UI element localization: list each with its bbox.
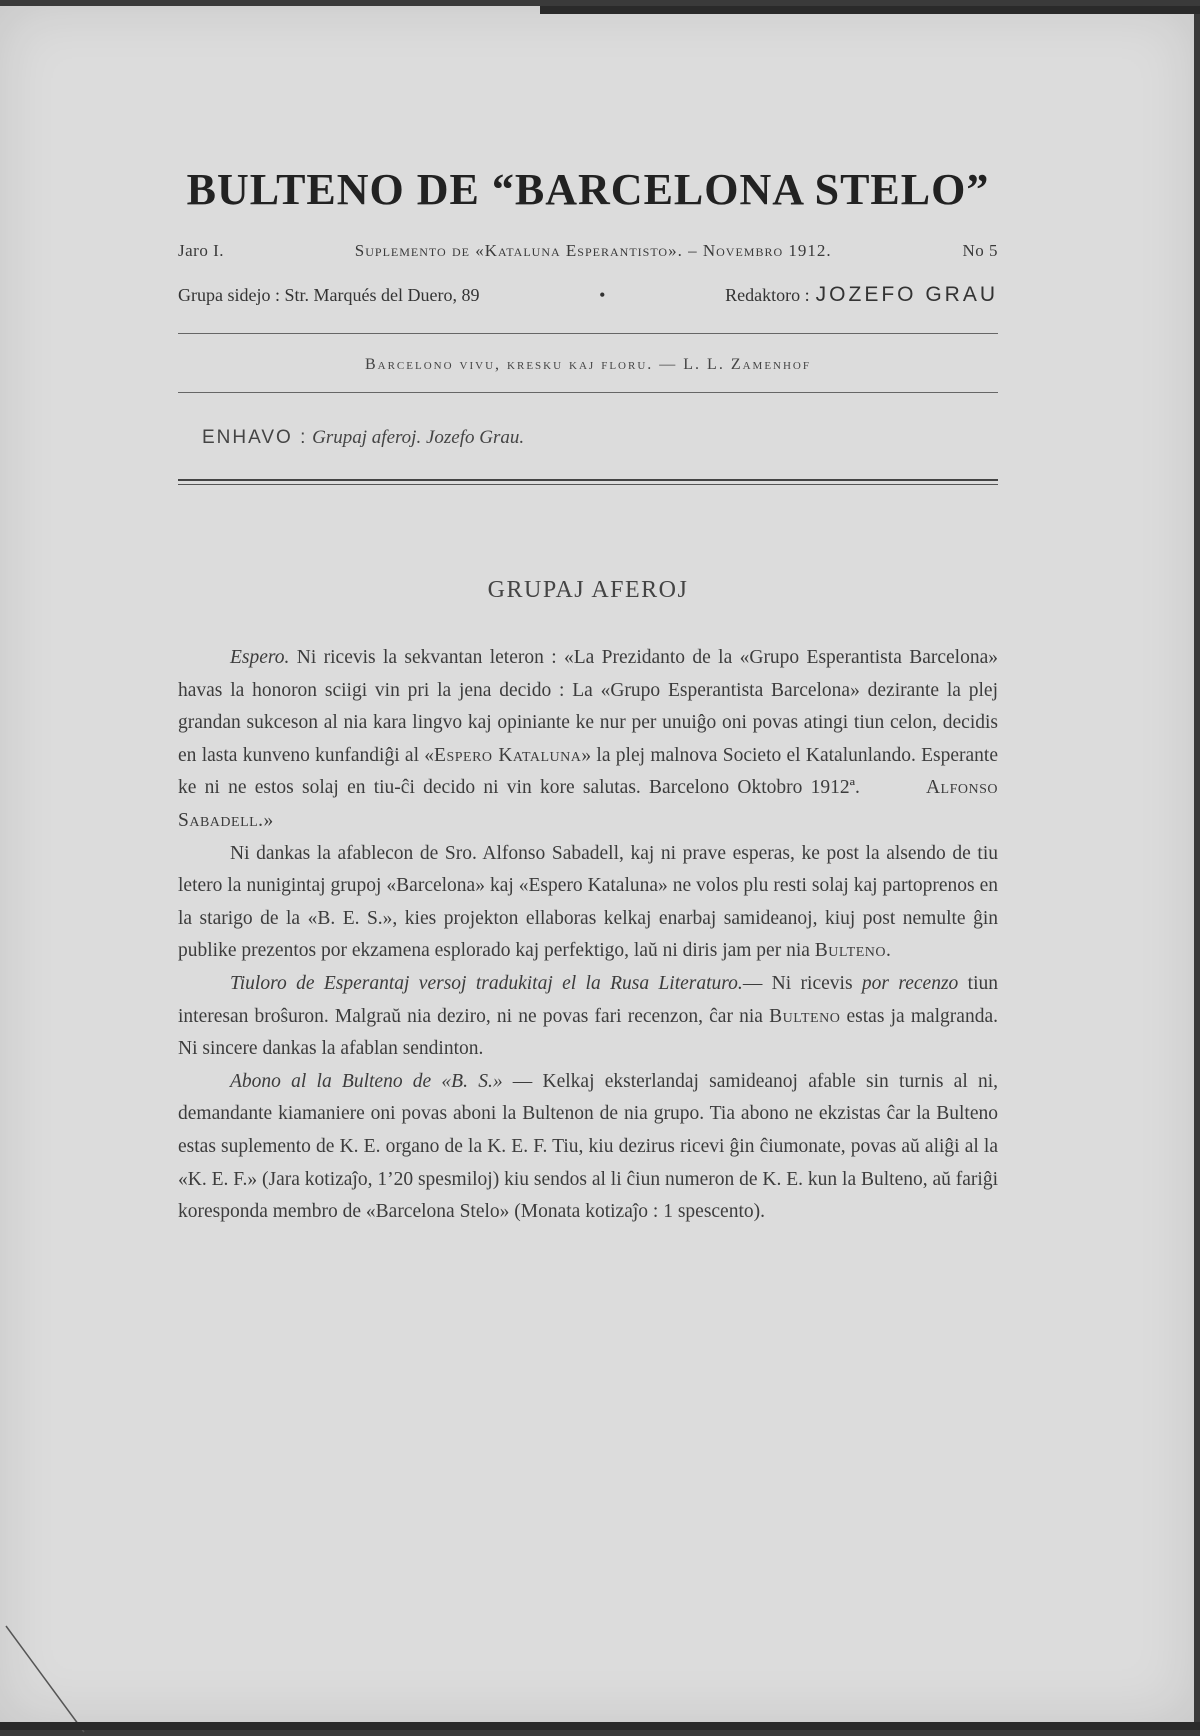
- issue-year: Jaro I.: [178, 241, 224, 260]
- paragraph-text: tiun interesan broŝuron. Malgraŭ nia deziro, ni ne povas fari recenzon, ĉar nia: [178, 972, 999, 1027]
- divider: [178, 333, 998, 334]
- issue-supplement: Suplemento de «Kataluna Esperantisto». – Novembro 1912.: [354, 241, 832, 260]
- paragraph-text: — Kelkaj eksterlandaj samideanoj afable sin turnis al ni, demandante kiamaniere oni povas aboni la Bultenon de nia grupo. Tia abono ne ekzistas ĉar la Bulteno estas suplemento de K. E. organo de la K. E. F. Tiu, kiu dezirus ricevi ĝin ĉiumonate, povas aŭ aliĝi al la «K. E. F.» (Jara kotizaĵo, 1’20 spesmiloj) kiu sendos al li ĉiun numeron de K. E. kun la Bulteno, aŭ fariĝi koresponda membro de «Barcelona Stelo» (Monata kotizaĵo : 1 spescento).: [178, 1070, 999, 1223]
- issue-number: No 5: [962, 241, 998, 260]
- motto: Barcelono vivu, kresku kaj floru. — L. L. Zamenhof: [364, 356, 811, 373]
- double-divider: [178, 479, 998, 485]
- paragraph-thanks: [178, 838, 998, 968]
- page-content: [178, 164, 998, 1229]
- paragraph-text: Ni dankas la afablecon de Sro. Alfonso Sabadell, kaj ni prave esperas, ke post la alsendo de tiu letero la nunigintaj grupoj «Barcelona» kaj «Espero Kataluna» ne volos plu resti solaj kaj partoprenos en la starigo de la «B. E. S.», kies projekton ellaboras kelkaj enarbaj samideanoj, kiuj post nemulte ĝin publike prezentos por ekzamena esplorado kaj perfektigo, laŭ ni diris jam per nia: [178, 842, 998, 962]
- scan-top-edge: [540, 6, 1200, 14]
- paragraph-espero: [178, 642, 998, 838]
- page-fold-mark: [0, 1616, 90, 1736]
- paragraph-text: Bulteno.: [814, 940, 892, 962]
- paragraph-text: Espero Kataluna: [434, 744, 582, 766]
- bulletin-title: BULTENO DE “BARCELONA STELO”: [186, 165, 990, 214]
- paragraph-lead: Tiuloro de Esperantaj versoj tradukitaj el la Rusa Literaturo.: [230, 972, 743, 994]
- paragraph-text: Ni ricevis la sekvantan leteron : «La Prezidanto de la «Grupo Esperantista Barcelona» havas la honoron sciigi vin pri la jena decido : La «Grupo Esperantista Barcelona» dezirante la plej grandan sukceson al nia kara lingvo kaj opiniante ke nur per unuiĝo oni povas atingi tiun celon, decidis en lasta kunveno kunfandiĝi al «: [178, 647, 998, 766]
- paragraph-text: Bulteno: [769, 1005, 841, 1027]
- document-page: [0, 6, 1194, 1722]
- editor-label: Redaktoro :: [725, 285, 810, 305]
- paragraph-review: [178, 968, 998, 1066]
- group-seat: Grupa sidejo : Str. Marqués del Duero, 89: [178, 285, 480, 305]
- paragraph-text: por recenzo: [861, 972, 959, 994]
- address-line: [178, 283, 998, 307]
- article-title: GRUPAJ AFEROJ: [487, 577, 689, 603]
- bullet-separator: •: [599, 285, 606, 305]
- editor: [725, 283, 998, 307]
- scan-bottom-edge: [0, 1722, 1200, 1730]
- contents-entry: Grupaj aferoj. Jozefo Grau.: [312, 427, 525, 448]
- paragraph-lead: Abono al la Bulteno de «B. S.»: [230, 1070, 503, 1092]
- divider: [178, 392, 998, 393]
- editor-name: JOZEFO GRAU: [815, 283, 998, 306]
- paragraph-text: estas ja malgranda. Ni sincere dankas la afablan sendinton.: [178, 1005, 998, 1060]
- paragraph-subscription: [178, 1066, 998, 1229]
- contents-label: ENHAVO :: [202, 427, 308, 448]
- issue-line: [178, 241, 998, 261]
- paragraph-text: » la plej malnova Societo el Katalunlando. Esperante ke ni ne estos solaj en tiu-ĉi decido ni vin kore salutas. Barcelono Oktobro 1912ª.: [178, 744, 998, 799]
- paragraph-lead: Espero.: [230, 647, 290, 668]
- paragraph-text: — Ni ricevis: [742, 972, 862, 994]
- letter-signature: Alfonso Sabadell.»: [178, 777, 999, 831]
- table-of-contents: [202, 427, 998, 449]
